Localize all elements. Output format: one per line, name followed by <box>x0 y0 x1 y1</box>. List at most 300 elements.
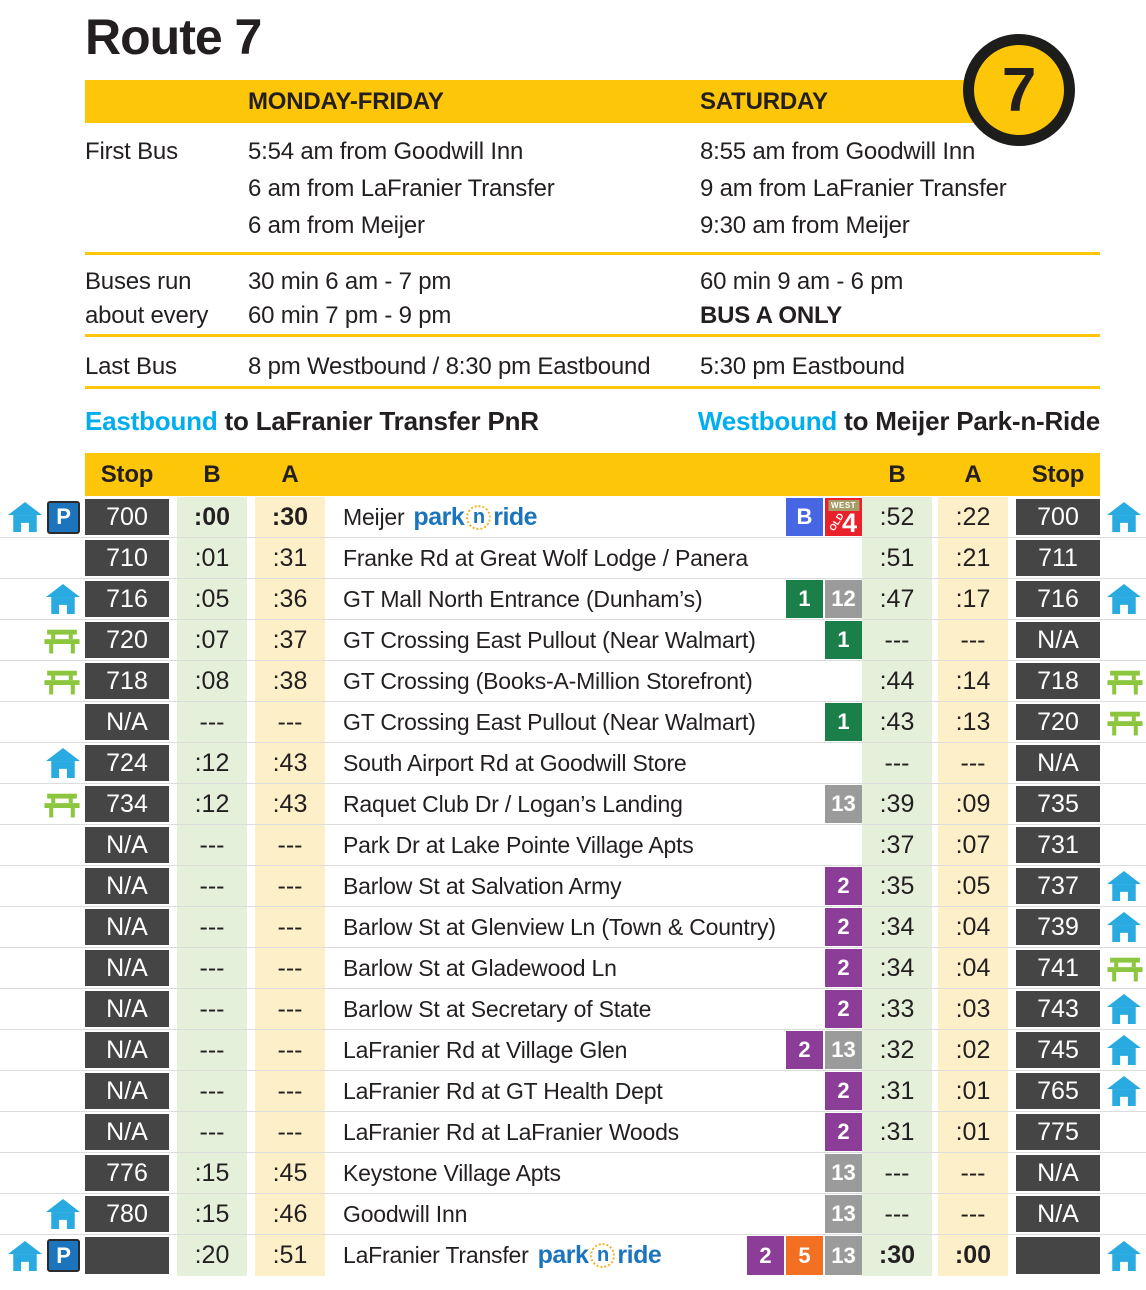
route-5-badge: 5 <box>786 1236 823 1275</box>
time-cell-bus-b-west: :43 <box>862 702 932 742</box>
time-cell-bus-b-east: :01 <box>177 538 247 578</box>
row-right-icons <box>1100 1153 1146 1193</box>
spacer <box>169 866 177 906</box>
parking-icon: P <box>47 501 80 534</box>
row-right-icons <box>1100 661 1146 701</box>
stop-name-cell <box>325 1153 862 1193</box>
time-cell-bus-a-west: :09 <box>938 784 1008 824</box>
bench-icon <box>44 791 80 818</box>
route-1-badge: 1 <box>825 621 862 659</box>
stop-name-cell <box>325 1235 862 1276</box>
route-badges <box>786 1030 862 1070</box>
time-cell-bus-a-west: :04 <box>938 948 1008 988</box>
stop-name: Barlow St at Gladewood Ln <box>343 954 617 981</box>
table-row <box>0 825 1146 866</box>
route-2-badge: 2 <box>747 1236 784 1275</box>
time-cell-bus-b-west: :32 <box>862 1030 932 1070</box>
spacer <box>169 948 177 988</box>
route-badges <box>786 497 862 537</box>
route-13-badge: 13 <box>825 1154 862 1192</box>
row-right-icons <box>1100 620 1146 660</box>
stop-number-cell-west: 700 <box>1016 499 1100 535</box>
park-n-ride-logo: park n ride <box>413 502 538 531</box>
time-cell-bus-a-west: :02 <box>938 1030 1008 1070</box>
stop-name-cell <box>325 1194 862 1234</box>
time-cell-bus-a-west: --- <box>938 1153 1008 1193</box>
table-row <box>0 661 1146 702</box>
spacer <box>247 497 255 537</box>
time-cell-bus-a-east: --- <box>255 702 325 742</box>
time-cell-bus-a-west: --- <box>938 743 1008 783</box>
stop-number-cell: N/A <box>85 991 169 1027</box>
row-left-icons <box>0 948 85 988</box>
route-badges <box>825 907 862 947</box>
stop-number-cell-west: N/A <box>1016 1155 1100 1191</box>
spacer <box>247 743 255 783</box>
stop-name: LaFranier Transfer <box>343 1242 529 1268</box>
spacer <box>247 1235 255 1276</box>
time-cell-bus-a-east: :43 <box>255 743 325 783</box>
table-row <box>0 948 1146 989</box>
row-left-icons <box>0 538 85 578</box>
spacer <box>169 1235 177 1276</box>
spacer <box>1008 1112 1016 1152</box>
stop-number-cell: 720 <box>85 622 169 658</box>
row-right-icons <box>1100 948 1146 988</box>
time-cell-bus-b-east: :00 <box>177 497 247 537</box>
spacer <box>247 1194 255 1234</box>
stop-name: LaFranier Rd at GT Health Dept <box>343 1077 663 1104</box>
route-badges <box>747 1235 862 1276</box>
spacer <box>247 538 255 578</box>
time-cell-bus-b-east: :15 <box>177 1153 247 1193</box>
stop-number-cell-west: 739 <box>1016 909 1100 945</box>
stop-number-cell-west: 745 <box>1016 1032 1100 1068</box>
last-bus-saturday: 5:30 pm Eastbound <box>700 353 905 380</box>
table-row <box>0 1112 1146 1153</box>
route-2-badge: 2 <box>825 908 862 946</box>
spacer <box>169 1194 177 1234</box>
spacer <box>1008 743 1016 783</box>
westbound-word: Westbound <box>697 406 838 436</box>
house-icon <box>46 1199 80 1229</box>
bus-a-header-west: A <box>964 460 982 488</box>
time-cell-bus-a-east: :38 <box>255 661 325 701</box>
table-header-bar <box>85 453 1100 496</box>
stop-name: Keystone Village Apts <box>343 1159 561 1186</box>
spacer <box>1008 1030 1016 1070</box>
stop-name: Goodwill Inn <box>343 1200 468 1227</box>
stop-number-cell: 724 <box>85 745 169 781</box>
spacer <box>169 620 177 660</box>
stop-name-cell <box>325 948 862 988</box>
row-right-icons <box>1100 743 1146 783</box>
stop-header-east: Stop <box>100 460 154 488</box>
stop-name-cell <box>325 497 862 537</box>
spacer <box>247 825 255 865</box>
route-2-badge: 2 <box>825 1072 862 1110</box>
time-cell-bus-b-east: :15 <box>177 1194 247 1234</box>
schedule-table-body <box>0 497 1146 1276</box>
bench-icon <box>1107 955 1143 982</box>
time-cell-bus-a-east: :36 <box>255 579 325 619</box>
table-row <box>0 538 1146 579</box>
spacer <box>247 1112 255 1152</box>
time-cell-bus-a-west: :03 <box>938 989 1008 1029</box>
time-cell-bus-b-east: --- <box>177 1071 247 1111</box>
table-row <box>0 1153 1146 1194</box>
table-row <box>0 579 1146 620</box>
stop-number-cell-west: 718 <box>1016 663 1100 699</box>
time-cell-bus-a-west: :05 <box>938 866 1008 906</box>
frequency-label: Buses run about every <box>85 268 209 329</box>
route-2-badge: 2 <box>825 1113 862 1151</box>
row-left-icons <box>0 1153 85 1193</box>
row-left-icons <box>0 743 85 783</box>
stop-name-cell <box>325 907 862 947</box>
time-cell-bus-b-west: :37 <box>862 825 932 865</box>
stop-name: Raquet Club Dr / Logan’s Landing <box>343 790 683 817</box>
bench-icon <box>1107 709 1143 736</box>
house-icon <box>1107 502 1141 532</box>
time-cell-bus-b-west: :34 <box>862 948 932 988</box>
row-right-icons <box>1100 1030 1146 1070</box>
stop-number-cell: 776 <box>85 1155 169 1191</box>
time-cell-bus-b-east: :12 <box>177 743 247 783</box>
route-badges <box>825 866 862 906</box>
frequency-saturday: 60 min 9 am - 6 pm BUS A ONLY <box>700 265 1100 333</box>
route-2-badge: 2 <box>786 1031 823 1069</box>
route-13-badge: 13 <box>825 1195 862 1233</box>
time-cell-bus-b-east: :07 <box>177 620 247 660</box>
spacer <box>169 538 177 578</box>
row-left-icons <box>0 866 85 906</box>
table-row <box>0 1030 1146 1071</box>
table-row <box>0 497 1146 538</box>
divider <box>85 334 1100 337</box>
spacer <box>247 620 255 660</box>
stop-number-cell-west: 731 <box>1016 827 1100 863</box>
route-badges <box>825 784 862 824</box>
stop-number-cell: 718 <box>85 663 169 699</box>
stop-number-cell-west: 741 <box>1016 950 1100 986</box>
spacer <box>247 579 255 619</box>
spacer <box>1008 1071 1016 1111</box>
house-icon <box>1107 584 1141 614</box>
route-badges <box>825 948 862 988</box>
stop-number-cell: N/A <box>85 909 169 945</box>
stop-number-cell-west: 735 <box>1016 786 1100 822</box>
spacer <box>169 579 177 619</box>
stop-header-west: Stop <box>1031 460 1085 488</box>
stop-name: LaFranier Rd at LaFranier Woods <box>343 1118 679 1145</box>
time-cell-bus-b-west: :47 <box>862 579 932 619</box>
row-left-icons <box>0 1112 85 1152</box>
table-row <box>0 1194 1146 1235</box>
stop-name: Barlow St at Glenview Ln (Town & Country) <box>343 913 776 940</box>
house-icon <box>1107 871 1141 901</box>
stop-number-cell-west: N/A <box>1016 745 1100 781</box>
route-12-badge: 12 <box>825 580 862 618</box>
stop-name-cell <box>325 1112 862 1152</box>
stop-number-cell: N/A <box>85 704 169 740</box>
time-cell-bus-b-west: --- <box>862 1194 932 1234</box>
route-badges <box>825 620 862 660</box>
divider <box>85 386 1100 389</box>
stop-number-cell-west: N/A <box>1016 622 1100 658</box>
row-right-icons <box>1100 1235 1146 1276</box>
row-left-icons <box>0 989 85 1029</box>
stop-name-cell <box>325 1030 862 1070</box>
time-cell-bus-b-east: --- <box>177 1112 247 1152</box>
time-cell-bus-a-west: :21 <box>938 538 1008 578</box>
route-old-4-west-badge: WEST OLD 4 <box>825 498 862 536</box>
stop-name-cell <box>325 1071 862 1111</box>
spacer <box>1008 538 1016 578</box>
stop-name: Park Dr at Lake Pointe Village Apts <box>343 831 694 858</box>
route-badges <box>786 579 862 619</box>
stop-number-cell: N/A <box>85 1032 169 1068</box>
row-left-icons <box>0 1071 85 1111</box>
table-row <box>0 866 1146 907</box>
spacer <box>247 948 255 988</box>
time-cell-bus-a-east: :31 <box>255 538 325 578</box>
stop-number-cell: 716 <box>85 581 169 617</box>
spacer <box>1008 907 1016 947</box>
stop-name-cell <box>325 743 862 783</box>
time-cell-bus-b-west: --- <box>862 743 932 783</box>
row-right-icons <box>1100 866 1146 906</box>
table-row <box>0 784 1146 825</box>
house-icon <box>1107 1035 1141 1065</box>
spacer <box>169 825 177 865</box>
time-cell-bus-a-west: :14 <box>938 661 1008 701</box>
stop-name-cell <box>325 825 862 865</box>
time-cell-bus-b-east: :12 <box>177 784 247 824</box>
eastbound-word: Eastbound <box>85 406 218 436</box>
spacer <box>169 1071 177 1111</box>
stop-number-cell: 780 <box>85 1196 169 1232</box>
stop-number-cell: 710 <box>85 540 169 576</box>
house-icon <box>8 1241 42 1271</box>
westbound-heading: Westbound to Meijer Park-n-Ride <box>697 406 1100 436</box>
stop-name: GT Crossing East Pullout (Near Walmart) <box>343 626 756 653</box>
spacer <box>247 661 255 701</box>
time-cell-bus-a-east: :43 <box>255 784 325 824</box>
spacer <box>169 743 177 783</box>
spacer <box>1008 1153 1016 1193</box>
stop-number-cell-west: N/A <box>1016 1196 1100 1232</box>
spacer <box>169 784 177 824</box>
spacer <box>169 1153 177 1193</box>
time-cell-bus-b-east: --- <box>177 948 247 988</box>
time-cell-bus-a-east: --- <box>255 866 325 906</box>
spacer <box>1008 866 1016 906</box>
stop-number-cell-west: 743 <box>1016 991 1100 1027</box>
spacer <box>247 1030 255 1070</box>
table-row <box>0 702 1146 743</box>
row-left-icons <box>0 620 85 660</box>
time-cell-bus-a-west: --- <box>938 620 1008 660</box>
bus-a-header-east: A <box>281 460 299 488</box>
stop-name: LaFranier Rd at Village Glen <box>343 1036 628 1063</box>
time-cell-bus-a-west: :00 <box>938 1235 1008 1276</box>
time-cell-bus-b-west: :51 <box>862 538 932 578</box>
eastbound-heading: Eastbound to LaFranier Transfer PnR <box>85 406 539 436</box>
house-icon <box>1107 1076 1141 1106</box>
time-cell-bus-b-east: --- <box>177 702 247 742</box>
stop-number-cell: N/A <box>85 868 169 904</box>
row-right-icons <box>1100 784 1146 824</box>
spacer <box>1008 620 1016 660</box>
stop-name-cell <box>325 989 862 1029</box>
table-row <box>0 907 1146 948</box>
route-badges <box>825 702 862 742</box>
spacer <box>1008 948 1016 988</box>
row-right-icons <box>1100 825 1146 865</box>
first-bus-label: First Bus <box>85 138 178 165</box>
table-row <box>0 1071 1146 1112</box>
stop-name-cell <box>325 866 862 906</box>
stop-number-cell: N/A <box>85 1073 169 1109</box>
time-cell-bus-b-east: --- <box>177 989 247 1029</box>
time-cell-bus-b-west: --- <box>862 620 932 660</box>
park-n-ride-logo: park n ride <box>537 1241 662 1269</box>
stop-number-cell-west: 716 <box>1016 581 1100 617</box>
monday-friday-header: MONDAY-FRIDAY <box>248 87 444 115</box>
time-cell-bus-a-west: --- <box>938 1194 1008 1234</box>
page-title: Route 7 <box>85 9 262 65</box>
stop-number-cell-west: 775 <box>1016 1114 1100 1150</box>
stop-number-cell-west <box>1016 1237 1100 1274</box>
frequency-monfri: 30 min 6 am - 7 pm 60 min 7 pm - 9 pm <box>248 268 452 329</box>
time-cell-bus-b-west: :35 <box>862 866 932 906</box>
row-left-icons <box>0 1194 85 1234</box>
stop-name-cell <box>325 620 862 660</box>
route-number: 7 <box>1001 55 1037 125</box>
time-cell-bus-a-east: --- <box>255 1112 325 1152</box>
summary-header-bar <box>85 80 985 123</box>
stop-number-cell: N/A <box>85 827 169 863</box>
time-cell-bus-a-west: :01 <box>938 1071 1008 1111</box>
row-left-icons <box>0 579 85 619</box>
spacer <box>169 661 177 701</box>
route-13-badge: 13 <box>825 1031 862 1069</box>
stop-name: GT Mall North Entrance (Dunham’s) <box>343 585 703 612</box>
spacer <box>1008 989 1016 1029</box>
route-1-badge: 1 <box>786 580 823 618</box>
time-cell-bus-b-west: :44 <box>862 661 932 701</box>
route-13-badge: 13 <box>825 1236 862 1275</box>
table-row <box>0 989 1146 1030</box>
spacer <box>1008 497 1016 537</box>
time-cell-bus-b-east: --- <box>177 907 247 947</box>
spacer <box>169 989 177 1029</box>
stop-name-cell <box>325 579 862 619</box>
house-icon <box>8 502 42 532</box>
spacer <box>1008 825 1016 865</box>
spacer <box>247 1153 255 1193</box>
time-cell-bus-b-east: --- <box>177 1030 247 1070</box>
spacer <box>169 497 177 537</box>
time-cell-bus-b-west: :30 <box>862 1235 932 1276</box>
saturday-header: SATURDAY <box>700 87 828 115</box>
row-right-icons <box>1100 1071 1146 1111</box>
table-row <box>0 620 1146 661</box>
route-1-badge: 1 <box>825 703 862 741</box>
stop-name: Barlow St at Salvation Army <box>343 872 622 899</box>
time-cell-bus-a-east: :46 <box>255 1194 325 1234</box>
route-number-badge <box>963 34 1075 146</box>
row-right-icons <box>1100 1112 1146 1152</box>
spacer <box>1008 661 1016 701</box>
stop-name: South Airport Rd at Goodwill Store <box>343 749 687 776</box>
time-cell-bus-b-west: :39 <box>862 784 932 824</box>
bench-icon <box>44 627 80 654</box>
time-cell-bus-a-east: :45 <box>255 1153 325 1193</box>
spacer <box>169 702 177 742</box>
divider <box>85 252 1100 255</box>
time-cell-bus-b-west: :52 <box>862 497 932 537</box>
time-cell-bus-b-west: :31 <box>862 1071 932 1111</box>
house-icon <box>46 584 80 614</box>
row-right-icons <box>1100 579 1146 619</box>
spacer <box>1008 702 1016 742</box>
first-bus-saturday: 8:55 am from Goodwill Inn 9 am from LaFranier Transfer 9:30 am from Meijer <box>700 138 1007 239</box>
bus-b-header-east: B <box>203 460 221 488</box>
last-bus-monfri: 8 pm Westbound / 8:30 pm Eastbound <box>248 353 651 380</box>
row-left-icons <box>0 661 85 701</box>
row-left-icons <box>0 1235 85 1276</box>
spacer <box>1008 579 1016 619</box>
time-cell-bus-a-east: --- <box>255 989 325 1029</box>
stop-name: Barlow St at Secretary of State <box>343 995 652 1022</box>
spacer <box>169 1030 177 1070</box>
route-2-badge: 2 <box>825 990 862 1028</box>
stop-name: GT Crossing (Books-A-Million Storefront) <box>343 667 753 694</box>
time-cell-bus-a-east: :51 <box>255 1235 325 1276</box>
bench-icon <box>44 668 80 695</box>
last-bus-label: Last Bus <box>85 353 177 380</box>
time-cell-bus-a-east: --- <box>255 948 325 988</box>
time-cell-bus-a-east: :37 <box>255 620 325 660</box>
row-right-icons <box>1100 989 1146 1029</box>
row-left-icons <box>0 907 85 947</box>
stop-number-cell: N/A <box>85 1114 169 1150</box>
spacer <box>247 907 255 947</box>
time-cell-bus-b-west: :34 <box>862 907 932 947</box>
stop-number-cell-west: 720 <box>1016 704 1100 740</box>
spacer <box>247 866 255 906</box>
table-row <box>0 743 1146 784</box>
time-cell-bus-b-east: --- <box>177 825 247 865</box>
stop-number-cell-west: 737 <box>1016 868 1100 904</box>
row-left-icons <box>0 497 85 537</box>
last-bus-row <box>85 348 1100 385</box>
route-13-badge: 13 <box>825 785 862 823</box>
stop-number-cell: N/A <box>85 950 169 986</box>
time-cell-bus-b-east: :05 <box>177 579 247 619</box>
spacer <box>169 907 177 947</box>
stop-name: Meijer <box>343 503 405 530</box>
route-b-badge: B <box>786 498 823 536</box>
stop-number-cell: 734 <box>85 786 169 822</box>
stop-name-cell <box>325 784 862 824</box>
route-badges <box>825 1153 862 1193</box>
row-left-icons <box>0 825 85 865</box>
time-cell-bus-b-west: :33 <box>862 989 932 1029</box>
time-cell-bus-a-west: :07 <box>938 825 1008 865</box>
